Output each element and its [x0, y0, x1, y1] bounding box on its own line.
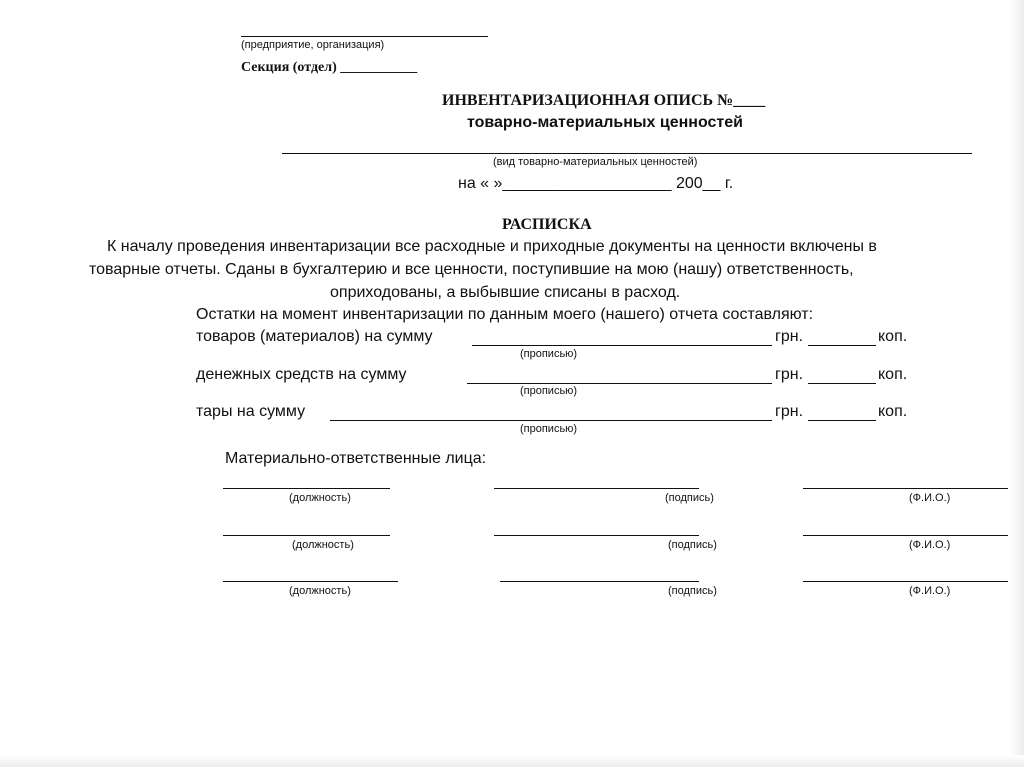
goods-kind-caption: (вид товарно-материальных ценностей) — [493, 156, 698, 168]
org-caption: (предприятие, организация) — [241, 39, 385, 51]
position-field-3[interactable] — [223, 581, 398, 582]
page-edge-shadow-bottom — [0, 755, 1024, 767]
signature-field-3[interactable] — [500, 581, 699, 582]
goods-sum-label: товаров (материалов) на сумму — [196, 328, 433, 345]
goods-kind-underline — [282, 153, 972, 154]
goods-kopecks-field[interactable] — [808, 345, 876, 346]
signature-field-2[interactable] — [494, 535, 699, 536]
goods-currency-main: грн. — [775, 328, 804, 345]
cash-in-words-caption: (прописью) — [520, 385, 578, 397]
tare-in-words-caption: (прописью) — [520, 423, 578, 435]
tare-sum-label: тары на сумму — [196, 403, 306, 420]
receipt-paragraph-line-2: товарные отчеты. Сданы в бухгалтерию и все ценности, поступившие на мою (нашу) ответственность, — [89, 261, 854, 278]
date-line: на « »___________________ 200__ г. — [458, 175, 734, 192]
name-field-3[interactable] — [803, 581, 1008, 582]
receipt-heading: РАСПИСКА — [502, 216, 592, 233]
cash-sum-field[interactable] — [467, 383, 772, 384]
tare-kopecks-field[interactable] — [808, 420, 876, 421]
name-caption-3: (Ф.И.О.) — [909, 585, 951, 597]
signature-caption-1: (подпись) — [665, 492, 714, 504]
position-field-2[interactable] — [223, 535, 390, 536]
cash-currency-main: грн. — [775, 366, 804, 383]
receipt-paragraph-line-3: оприходованы, а выбывшие списаны в расход. — [330, 284, 681, 301]
name-field-2[interactable] — [803, 535, 1008, 536]
cash-currency-sub: коп. — [878, 366, 908, 383]
page-edge-shadow-right — [1010, 0, 1024, 767]
goods-currency-sub: коп. — [878, 328, 908, 345]
responsible-heading: Материально-ответственные лица: — [225, 450, 487, 467]
signature-caption-3: (подпись) — [668, 585, 717, 597]
signature-caption-2: (подпись) — [668, 539, 717, 551]
cash-kopecks-field[interactable] — [808, 383, 876, 384]
tare-sum-field[interactable] — [330, 420, 772, 421]
cash-sum-label: денежных средств на сумму — [196, 366, 407, 383]
name-caption-1: (Ф.И.О.) — [909, 492, 951, 504]
tare-currency-sub: коп. — [878, 403, 908, 420]
position-caption-2: (должность) — [292, 539, 354, 551]
receipt-paragraph-line-1: К началу проведения инвентаризации все расходные и приходные документы на ценности включены в — [107, 238, 877, 255]
section-line: Секция (отдел) ___________ — [241, 60, 418, 75]
balance-intro: Остатки на момент инвентаризации по данным моего (нашего) отчета составляют: — [196, 306, 814, 323]
goods-in-words-caption: (прописью) — [520, 348, 578, 360]
name-caption-2: (Ф.И.О.) — [909, 539, 951, 551]
org-underline — [241, 36, 488, 37]
position-caption-3: (должность) — [289, 585, 351, 597]
signature-field-1[interactable] — [494, 488, 699, 489]
goods-sum-field[interactable] — [472, 345, 772, 346]
inventory-subtitle: товарно-материальных ценностей — [467, 114, 743, 131]
name-field-1[interactable] — [803, 488, 1008, 489]
inventory-title: ИНВЕНТАРИЗАЦИОННАЯ ОПИСЬ №____ — [442, 92, 766, 109]
position-caption-1: (должность) — [289, 492, 351, 504]
tare-currency-main: грн. — [775, 403, 804, 420]
position-field-1[interactable] — [223, 488, 390, 489]
